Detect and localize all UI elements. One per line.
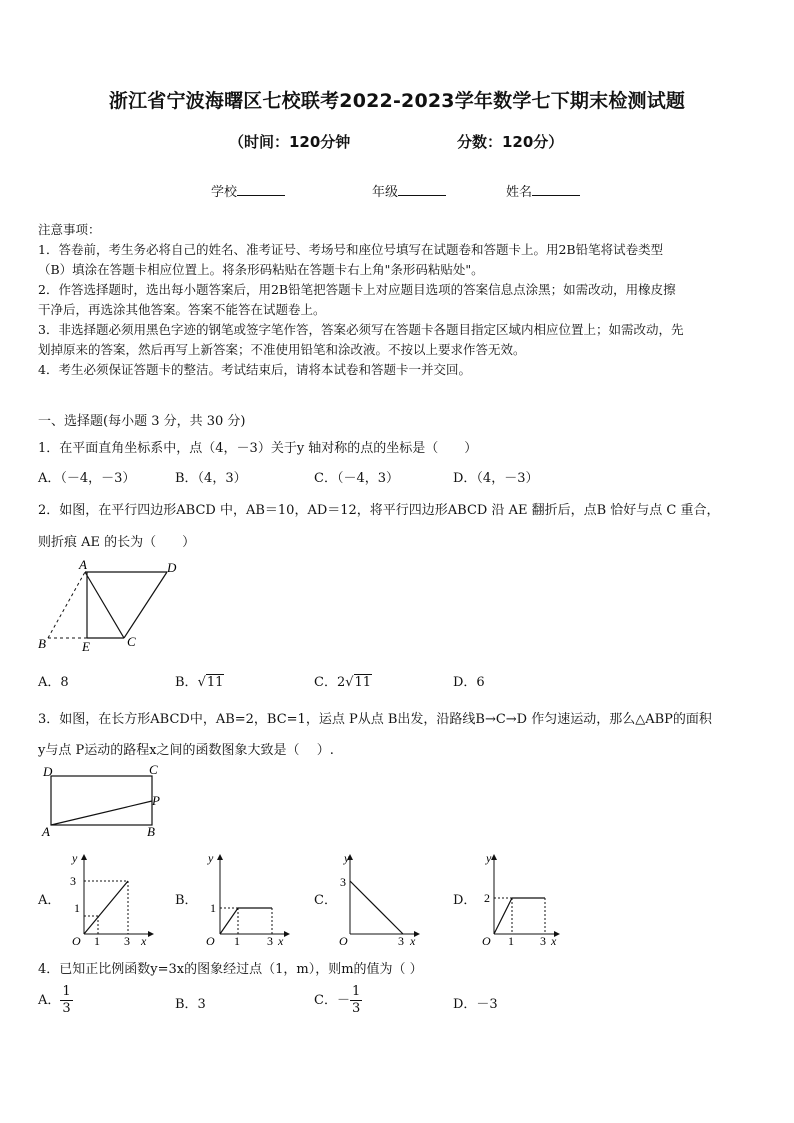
label-c: C [127, 634, 136, 649]
q4-option-a[interactable] [38, 984, 73, 1017]
section-heading: 一、选择题(每小题 3 分，共 30 分) [38, 414, 246, 429]
x-arrow-icon [148, 931, 154, 937]
grade-label: 年级 [372, 185, 399, 200]
notice-line: 划掉原来的答案，然后再写上新答案；不准使用铅笔和涂改液。不按以上要求作答无效。 [38, 342, 526, 357]
y-arrow-icon [81, 854, 87, 860]
label-e: E [82, 639, 90, 654]
q3-option-b-label[interactable]: B． [175, 893, 198, 908]
notice-line: 1．答卷前，考生务必将自己的姓名、准考证号、考场号和座位号填写在试题卷和答题卡上。用2B铅笔将试卷类型 [38, 242, 664, 257]
label-b: B [38, 636, 46, 651]
label-p: P [152, 793, 160, 808]
denominator: 3 [351, 1001, 361, 1016]
numerator: 1 [351, 984, 361, 999]
label-c: C [149, 762, 158, 777]
name-field [506, 181, 580, 200]
axis-label-y: y [72, 851, 78, 865]
q3-graph-a[interactable] [62, 848, 158, 948]
denominator: 3 [62, 1001, 71, 1016]
exam-score: 分数：120分） [457, 133, 564, 151]
q1-option-c[interactable]: C．（－4，3） [314, 471, 399, 486]
graph-line [350, 881, 403, 934]
tick-label: 3 [540, 934, 546, 948]
notice-line: 干净后，再选涂其他答案。答案不能答在试题卷上。 [38, 302, 326, 317]
sqrt-icon: √ [345, 675, 354, 690]
q1-option-d[interactable]: D．（4，－3） [453, 471, 539, 486]
origin-label: O [339, 934, 348, 948]
tick-label: 1 [94, 934, 100, 948]
notice-heading: 注意事项： [38, 222, 101, 237]
name-blank[interactable] [532, 183, 580, 196]
q4-option-c-prefix: C．－ [314, 993, 350, 1008]
segment-ap [51, 801, 152, 825]
tick-label: 3 [398, 934, 404, 948]
q2-option-b-prefix: B． [175, 675, 198, 690]
label-d: D [43, 764, 53, 779]
axis-label-y: y [344, 851, 350, 865]
q2-stem-line2: 则折痕 AE 的长为（ ） [38, 535, 196, 550]
graph-line [220, 908, 272, 934]
q3-graph-b[interactable] [198, 848, 294, 948]
rectangle-abcd [51, 776, 152, 825]
graph-line [84, 881, 128, 934]
y-arrow-icon [217, 854, 223, 860]
grade-blank[interactable] [398, 183, 446, 196]
q4-option-c[interactable] [314, 984, 362, 1017]
q1-option-a[interactable]: A．（－4，－3） [38, 471, 136, 486]
label-a: A [79, 557, 87, 572]
tick-label: 1 [74, 901, 80, 915]
label-a: A [42, 824, 50, 839]
tick-label: 3 [340, 875, 346, 889]
sqrt-icon: √ [197, 675, 206, 690]
school-blank[interactable] [237, 183, 285, 196]
axis-label-y: y [208, 851, 214, 865]
origin-label: O [72, 934, 81, 948]
grade-field [372, 181, 446, 200]
graph-line [494, 898, 545, 934]
q2-option-c-prefix: C． [314, 675, 337, 690]
tick-label: 3 [267, 934, 273, 948]
edge-dc [124, 572, 167, 638]
axis-label-x: x [551, 934, 557, 948]
school-field [211, 181, 285, 200]
edge-ac [85, 572, 124, 638]
tick-label: 1 [210, 901, 216, 915]
q3-stem-line1: 3．如图，在长方形ABCD中，AB=2，BC=1，运点 P从点 B出发，沿路线B→C→D 作匀速运动，那么△ABP的面积 [38, 712, 712, 727]
label-d: D [167, 560, 177, 575]
fraction [350, 984, 362, 1017]
q3-rectangle-figure [38, 762, 168, 840]
tick-label: 3 [124, 934, 130, 948]
tick-label: 3 [70, 874, 76, 888]
q3-option-a-label[interactable]: A． [38, 893, 61, 908]
q3-graph-d[interactable] [474, 848, 570, 948]
page-title: 浙江省宁波海曙区七校联考2022-2023学年数学七下期末检测试题 [108, 90, 686, 112]
axis-label-x: x [278, 934, 284, 948]
fold-line-ba [48, 572, 85, 638]
notice-line: 3．非选择题必须用黑色字迹的钢笔或签字笔作答，答案必须写在答题卡各题目指定区域内相应位置上；如需改动，先 [38, 322, 684, 337]
tick-label: 1 [234, 934, 240, 948]
axis-label-x: x [410, 934, 416, 948]
q1-option-b[interactable]: B．（4，3） [175, 471, 247, 486]
origin-label: O [482, 934, 491, 948]
origin-label: O [206, 934, 215, 948]
numerator: 1 [62, 984, 71, 999]
notice-line: 2．作答选择题时，选出每小题答案后，用2B铅笔把答题卡上对应题目选项的答案信息点涂黑；如需改动，用橡皮擦 [38, 282, 676, 297]
q3-graph-c[interactable] [334, 848, 430, 948]
axis-label-x: x [141, 934, 147, 948]
notice-block [38, 220, 683, 380]
q2-option-c-coef: 2 [336, 675, 346, 690]
axis-label-y: y [486, 851, 492, 865]
school-label: 学校 [211, 185, 238, 200]
q2-option-a[interactable]: A．8 [38, 675, 69, 690]
name-label: 姓名 [506, 185, 533, 200]
q4-option-d[interactable]: D．－3 [453, 997, 498, 1012]
q4-option-b[interactable]: B．3 [175, 997, 206, 1012]
q2-option-d[interactable]: D．6 [453, 675, 485, 690]
q2-option-c[interactable] [314, 671, 372, 690]
x-arrow-icon [284, 931, 290, 937]
q2-option-b[interactable] [175, 671, 224, 690]
tick-label: 2 [484, 891, 490, 905]
q2-option-b-radicand: 11 [206, 675, 224, 690]
fraction [60, 984, 72, 1017]
notice-line: 4．考生必须保证答题卡的整洁。考试结束后，请将本试卷和答题卡一并交回。 [38, 362, 471, 377]
q4-stem: 4．已知正比例函数y=3x的图象经过点（1，m），则m的值为（ ） [38, 962, 423, 977]
label-b: B [147, 824, 155, 839]
y-arrow-icon [491, 854, 497, 860]
q3-stem-line2: y与点 P运动的路程x之间的函数图象大致是（ ）. [38, 743, 334, 758]
q3-option-c-label[interactable]: C． [314, 893, 337, 908]
notice-line: （B）填涂在答题卡相应位置上。将条形码粘贴在答题卡右上角"条形码粘贴处"。 [38, 262, 484, 277]
exam-time: （时间：120分钟 [229, 133, 351, 151]
q2-option-c-radicand: 11 [354, 675, 372, 690]
q2-parallelogram-figure [30, 556, 190, 656]
q1-stem: 1．在平面直角坐标系中，点（4，－3）关于y 轴对称的点的坐标是（ ） [38, 441, 478, 456]
q4-option-a-prefix: A． [38, 993, 61, 1008]
q2-stem-line1: 2．如图，在平行四边形ABCD 中，AB＝10，AD＝12，将平行四边形ABCD 沿 AE 翻折后，点B 恰好与点 C 重合， [38, 503, 720, 518]
tick-label: 1 [508, 934, 514, 948]
q3-option-d-label[interactable]: D． [453, 893, 477, 908]
